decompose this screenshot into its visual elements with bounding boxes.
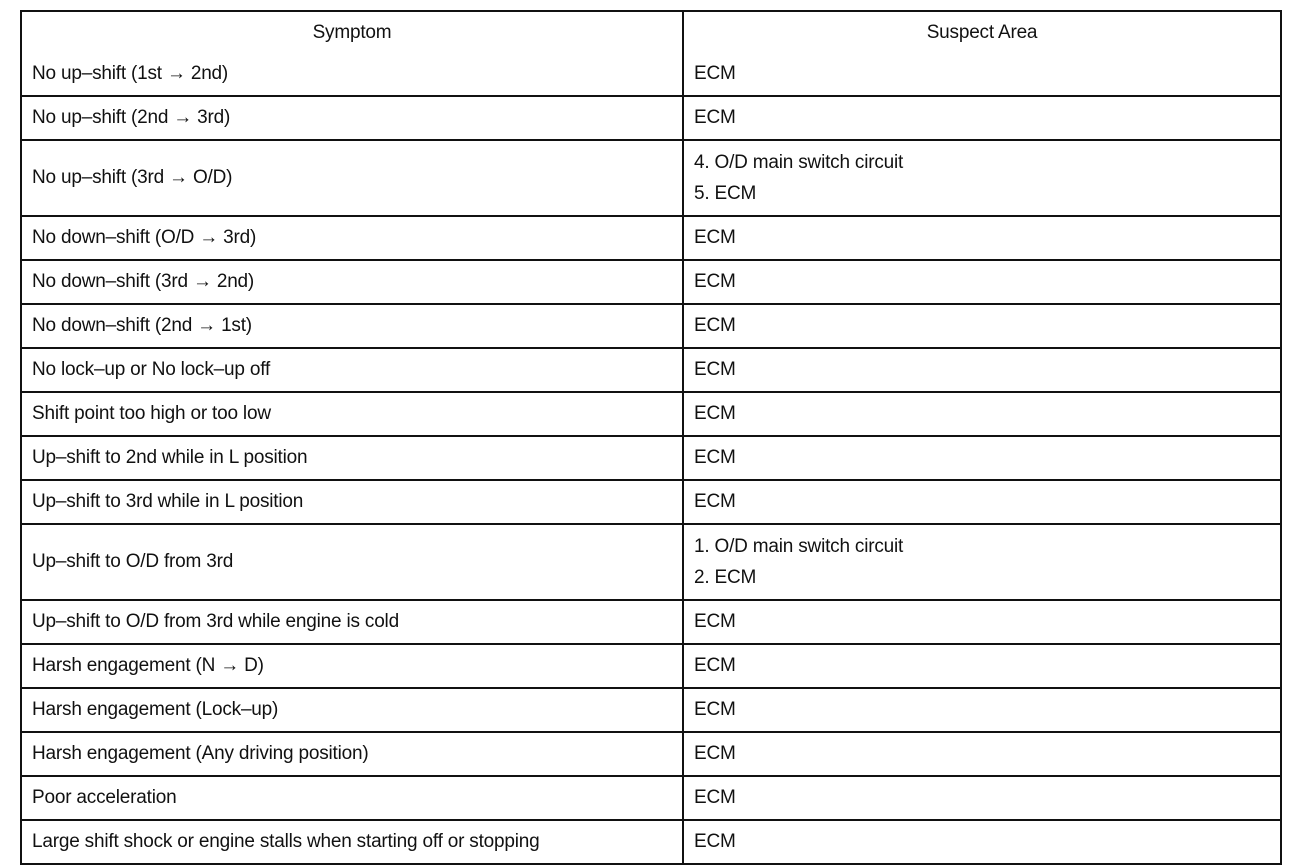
suspect-area-item: ECM (694, 315, 736, 336)
column-header-suspect-area: Suspect Area (926, 21, 1038, 43)
suspect-area-item: ECM (694, 611, 736, 632)
table-row (22, 599, 1280, 643)
table-row (22, 643, 1280, 687)
suspect-area-cell (684, 777, 1280, 819)
symptom-cell: Up–shift to O/D from 3rd while engine is cold (22, 601, 684, 643)
suspect-area-cell (684, 601, 1280, 643)
table-row (22, 479, 1280, 523)
table-row (22, 775, 1280, 819)
symptom-cell: No up–shift (2nd → 3rd) (22, 97, 684, 139)
table-header-row (22, 12, 1280, 53)
table-row (22, 731, 1280, 775)
suspect-area-item: ECM (694, 63, 736, 84)
symptom-cell: Up–shift to 3rd while in L position (22, 481, 684, 523)
suspect-area-item: ECM (694, 831, 736, 852)
symptom-cell: Poor acceleration (22, 777, 684, 819)
table-row (22, 435, 1280, 479)
suspect-area-cell (684, 97, 1280, 139)
suspect-area-cell (684, 305, 1280, 347)
suspect-area-cell (684, 261, 1280, 303)
suspect-area-item: ECM (694, 107, 736, 128)
symptom-cell: Up–shift to O/D from 3rd (22, 525, 684, 599)
suspect-area-cell (684, 393, 1280, 435)
suspect-area-cell (684, 217, 1280, 259)
symptom-cell: No up–shift (3rd → O/D) (22, 141, 684, 215)
symptom-cell: No lock–up or No lock–up off (22, 349, 684, 391)
suspect-area-cell (684, 141, 1280, 215)
table-row (22, 347, 1280, 391)
suspect-area-cell (684, 53, 1280, 95)
table-row (22, 53, 1280, 95)
table-row (22, 523, 1280, 599)
suspect-area-item: 2. ECM (694, 566, 757, 588)
suspect-area-cell (684, 437, 1280, 479)
table-row (22, 259, 1280, 303)
suspect-area-cell (684, 525, 1280, 599)
suspect-area-item: 4. O/D main switch circuit (694, 151, 904, 173)
symptom-cell: Shift point too high or too low (22, 393, 684, 435)
suspect-area-item: ECM (694, 271, 736, 292)
symptom-cell: Harsh engagement (Any driving position) (22, 733, 684, 775)
suspect-area-cell (684, 733, 1280, 775)
table-row (22, 819, 1280, 863)
table-row (22, 95, 1280, 139)
suspect-area-item: ECM (694, 359, 736, 380)
table-row (22, 215, 1280, 259)
symptom-cell: No down–shift (O/D → 3rd) (22, 217, 684, 259)
suspect-area-item: ECM (694, 447, 736, 468)
table-row (22, 687, 1280, 731)
suspect-area-item: ECM (694, 699, 736, 720)
suspect-area-cell (684, 821, 1280, 863)
suspect-area-item: 1. O/D main switch circuit (694, 535, 904, 557)
suspect-area-cell (684, 481, 1280, 523)
symptom-cell: Harsh engagement (N → D) (22, 645, 684, 687)
suspect-area-cell (684, 349, 1280, 391)
table-row (22, 391, 1280, 435)
suspect-area-cell (684, 645, 1280, 687)
column-header-symptom: Symptom (22, 12, 684, 53)
table-row (22, 139, 1280, 215)
troubleshooting-table (20, 10, 1282, 865)
symptom-cell: No down–shift (3rd → 2nd) (22, 261, 684, 303)
suspect-area-item: ECM (694, 743, 736, 764)
suspect-area-item: 5. ECM (694, 182, 757, 204)
symptom-cell: Large shift shock or engine stalls when starting off or stopping (22, 821, 684, 863)
symptom-cell: Up–shift to 2nd while in L position (22, 437, 684, 479)
symptom-cell: No up–shift (1st → 2nd) (22, 53, 684, 95)
suspect-area-item: ECM (694, 655, 736, 676)
suspect-area-item: ECM (694, 403, 736, 424)
suspect-area-item: ECM (694, 227, 736, 248)
suspect-area-cell (684, 689, 1280, 731)
symptom-cell: No down–shift (2nd → 1st) (22, 305, 684, 347)
table-row (22, 303, 1280, 347)
suspect-area-item: ECM (694, 787, 736, 808)
symptom-cell: Harsh engagement (Lock–up) (22, 689, 684, 731)
suspect-area-item: ECM (694, 491, 736, 512)
